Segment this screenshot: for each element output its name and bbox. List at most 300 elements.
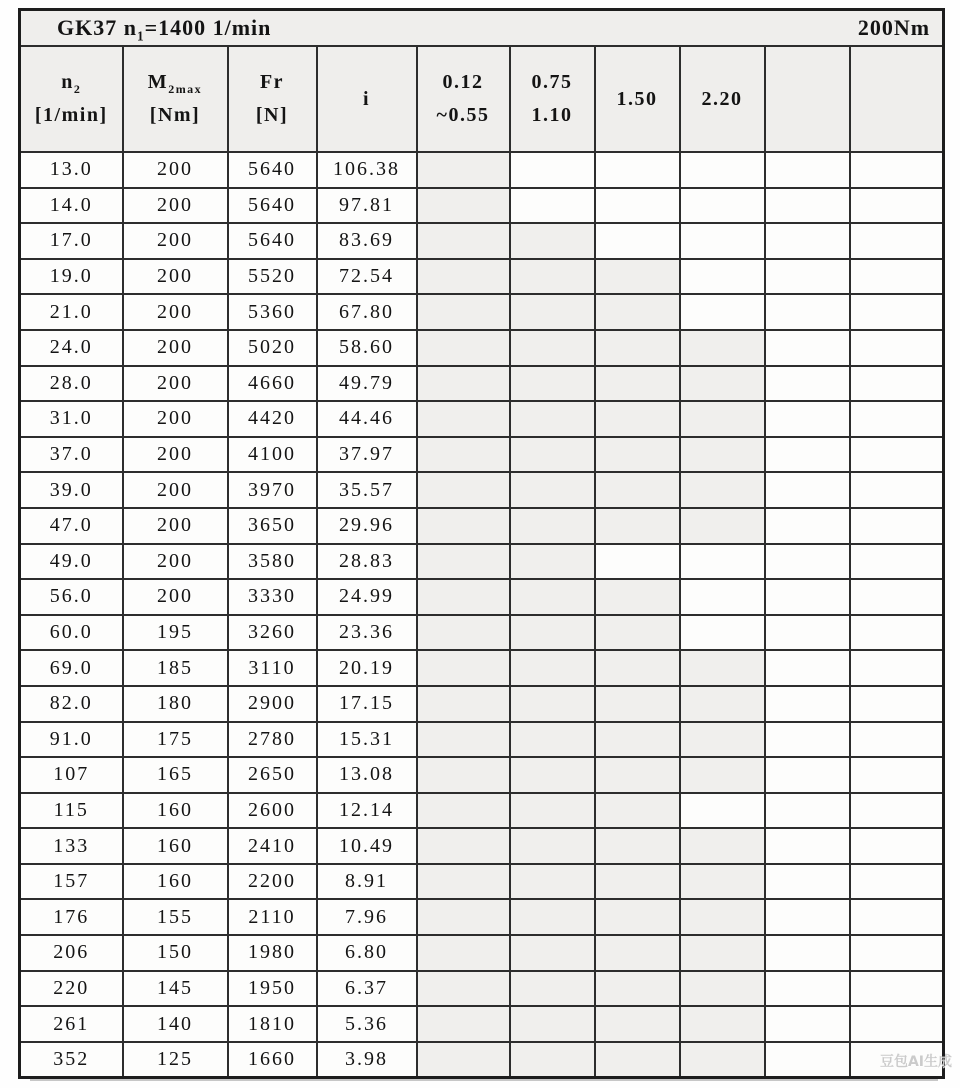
cell-power-range-2 <box>510 366 595 402</box>
cell-i: 23.36 <box>317 615 417 651</box>
cell-power-range-5 <box>765 579 850 615</box>
cell-fr: 3650 <box>228 508 317 544</box>
col-header-power-4: 2.20 <box>680 46 765 152</box>
cell-power-range-4 <box>680 686 765 722</box>
cell-power-range-4 <box>680 294 765 330</box>
cell-power-range-2 <box>510 508 595 544</box>
cell-power-range-4 <box>680 828 765 864</box>
table-row <box>20 401 944 437</box>
cell-power-range-4 <box>680 366 765 402</box>
col-header-power-6 <box>850 46 944 152</box>
col-header-power-2: 0.75 1.10 <box>510 46 595 152</box>
table-title-right: 200Nm <box>857 15 931 40</box>
cell-power-range-4 <box>680 544 765 580</box>
cell-n2: 352 <box>20 1042 123 1078</box>
cell-power-range-2 <box>510 188 595 224</box>
cell-power-range-4 <box>680 223 765 259</box>
cell-power-range-4 <box>680 401 765 437</box>
cell-m2max: 155 <box>123 899 228 935</box>
cell-n2: 39.0 <box>20 472 123 508</box>
table-row <box>20 437 944 473</box>
cell-i: 58.60 <box>317 330 417 366</box>
cell-power-range-6 <box>850 1006 944 1042</box>
cell-power-range-3 <box>595 615 680 651</box>
cell-m2max: 200 <box>123 188 228 224</box>
gearmotor-spec-table <box>18 8 945 1079</box>
cell-power-range-5 <box>765 544 850 580</box>
cell-n2: 56.0 <box>20 579 123 615</box>
cell-m2max: 200 <box>123 579 228 615</box>
cell-m2max: 200 <box>123 259 228 295</box>
cell-m2max: 200 <box>123 330 228 366</box>
cell-power-range-3 <box>595 971 680 1007</box>
cell-power-range-3 <box>595 899 680 935</box>
cell-power-range-3 <box>595 152 680 188</box>
table-row <box>20 472 944 508</box>
table-row <box>20 544 944 580</box>
table-title-left: GK37 $n_1=1400$ 1/min <box>57 15 272 44</box>
cell-power-range-1 <box>417 615 510 651</box>
table-title-cell <box>20 10 944 47</box>
cell-power-range-2 <box>510 615 595 651</box>
cell-power-range-3 <box>595 579 680 615</box>
cell-i: 12.14 <box>317 793 417 829</box>
cell-power-range-3 <box>595 544 680 580</box>
cell-power-range-6 <box>850 188 944 224</box>
cell-power-range-3 <box>595 686 680 722</box>
cell-power-range-6 <box>850 579 944 615</box>
cell-n2: 107 <box>20 757 123 793</box>
cell-power-range-5 <box>765 899 850 935</box>
cell-power-range-5 <box>765 366 850 402</box>
cell-i: 6.80 <box>317 935 417 971</box>
cell-n2: 49.0 <box>20 544 123 580</box>
table-header-row <box>20 46 944 152</box>
cell-power-range-2 <box>510 544 595 580</box>
cell-i: 24.99 <box>317 579 417 615</box>
cell-fr: 5640 <box>228 188 317 224</box>
table-row <box>20 152 944 188</box>
cell-n2: 133 <box>20 828 123 864</box>
cell-fr: 3330 <box>228 579 317 615</box>
cell-m2max: 160 <box>123 864 228 900</box>
cell-fr: 5520 <box>228 259 317 295</box>
cell-power-range-3 <box>595 508 680 544</box>
cell-n2: 206 <box>20 935 123 971</box>
cell-power-range-2 <box>510 152 595 188</box>
cell-n2: 261 <box>20 1006 123 1042</box>
cell-power-range-4 <box>680 508 765 544</box>
cell-power-range-6 <box>850 971 944 1007</box>
cell-n2: 60.0 <box>20 615 123 651</box>
cell-i: 8.91 <box>317 864 417 900</box>
cell-n2: 47.0 <box>20 508 123 544</box>
cell-m2max: 200 <box>123 401 228 437</box>
table-row <box>20 757 944 793</box>
cell-power-range-2 <box>510 401 595 437</box>
cell-i: 10.49 <box>317 828 417 864</box>
cell-power-range-6 <box>850 152 944 188</box>
cell-power-range-5 <box>765 188 850 224</box>
table-row <box>20 722 944 758</box>
table-row <box>20 294 944 330</box>
cell-power-range-6 <box>850 722 944 758</box>
cell-power-range-3 <box>595 722 680 758</box>
cell-power-range-4 <box>680 1006 765 1042</box>
cell-m2max: 160 <box>123 793 228 829</box>
cell-i: 13.08 <box>317 757 417 793</box>
cell-power-range-4 <box>680 935 765 971</box>
cell-m2max: 200 <box>123 472 228 508</box>
cell-power-range-4 <box>680 793 765 829</box>
table-row <box>20 828 944 864</box>
cell-m2max: 195 <box>123 615 228 651</box>
cell-i: 44.46 <box>317 401 417 437</box>
cell-fr: 1810 <box>228 1006 317 1042</box>
cell-power-range-1 <box>417 508 510 544</box>
cell-power-range-2 <box>510 330 595 366</box>
cell-power-range-2 <box>510 1042 595 1078</box>
cell-power-range-1 <box>417 1042 510 1078</box>
cell-power-range-4 <box>680 259 765 295</box>
cell-i: 6.37 <box>317 971 417 1007</box>
col-header-i: i <box>317 46 417 152</box>
cell-power-range-6 <box>850 686 944 722</box>
cell-power-range-3 <box>595 472 680 508</box>
cell-power-range-5 <box>765 401 850 437</box>
page-edge-line <box>30 1079 938 1081</box>
col-header-m2max: $M_{2max}$ [Nm] <box>123 46 228 152</box>
cell-power-range-3 <box>595 793 680 829</box>
cell-n2: 24.0 <box>20 330 123 366</box>
cell-power-range-1 <box>417 864 510 900</box>
table-row <box>20 1042 944 1078</box>
cell-fr: 5640 <box>228 152 317 188</box>
cell-power-range-5 <box>765 472 850 508</box>
cell-m2max: 160 <box>123 828 228 864</box>
table-row <box>20 223 944 259</box>
cell-power-range-3 <box>595 864 680 900</box>
table-row <box>20 259 944 295</box>
cell-power-range-1 <box>417 152 510 188</box>
cell-m2max: 200 <box>123 223 228 259</box>
cell-power-range-5 <box>765 971 850 1007</box>
cell-power-range-4 <box>680 330 765 366</box>
cell-power-range-2 <box>510 294 595 330</box>
cell-i: 67.80 <box>317 294 417 330</box>
cell-power-range-5 <box>765 650 850 686</box>
cell-i: 72.54 <box>317 259 417 295</box>
cell-power-range-2 <box>510 472 595 508</box>
table-row <box>20 1006 944 1042</box>
cell-power-range-6 <box>850 401 944 437</box>
cell-power-range-4 <box>680 188 765 224</box>
cell-power-range-3 <box>595 935 680 971</box>
table-row <box>20 864 944 900</box>
cell-fr: 3970 <box>228 472 317 508</box>
cell-power-range-4 <box>680 722 765 758</box>
table-row <box>20 579 944 615</box>
cell-m2max: 185 <box>123 650 228 686</box>
cell-power-range-5 <box>765 508 850 544</box>
cell-power-range-3 <box>595 294 680 330</box>
cell-power-range-1 <box>417 899 510 935</box>
cell-power-range-6 <box>850 899 944 935</box>
cell-n2: 31.0 <box>20 401 123 437</box>
cell-i: 3.98 <box>317 1042 417 1078</box>
cell-power-range-6 <box>850 544 944 580</box>
cell-power-range-2 <box>510 437 595 473</box>
cell-fr: 4420 <box>228 401 317 437</box>
cell-n2: 115 <box>20 793 123 829</box>
cell-power-range-5 <box>765 1042 850 1078</box>
cell-power-range-4 <box>680 899 765 935</box>
col-header-fr: Fr [N] <box>228 46 317 152</box>
cell-fr: 2780 <box>228 722 317 758</box>
cell-power-range-5 <box>765 152 850 188</box>
cell-fr: 3580 <box>228 544 317 580</box>
col-header-power-3: 1.50 <box>595 46 680 152</box>
cell-power-range-2 <box>510 259 595 295</box>
title-n-subscript: 1 <box>136 28 145 44</box>
cell-power-range-4 <box>680 650 765 686</box>
cell-power-range-6 <box>850 294 944 330</box>
cell-fr: 2110 <box>228 899 317 935</box>
cell-m2max: 200 <box>123 294 228 330</box>
cell-power-range-1 <box>417 401 510 437</box>
cell-m2max: 200 <box>123 152 228 188</box>
cell-power-range-4 <box>680 864 765 900</box>
cell-n2: 21.0 <box>20 294 123 330</box>
cell-power-range-2 <box>510 793 595 829</box>
cell-m2max: 200 <box>123 508 228 544</box>
cell-power-range-1 <box>417 1006 510 1042</box>
cell-fr: 4660 <box>228 366 317 402</box>
table-row <box>20 793 944 829</box>
cell-power-range-1 <box>417 472 510 508</box>
cell-power-range-2 <box>510 650 595 686</box>
cell-i: 17.15 <box>317 686 417 722</box>
cell-power-range-4 <box>680 615 765 651</box>
cell-power-range-1 <box>417 223 510 259</box>
cell-power-range-3 <box>595 188 680 224</box>
cell-power-range-2 <box>510 828 595 864</box>
cell-power-range-2 <box>510 1006 595 1042</box>
cell-power-range-2 <box>510 223 595 259</box>
cell-fr: 4100 <box>228 437 317 473</box>
cell-power-range-6 <box>850 330 944 366</box>
cell-power-range-5 <box>765 686 850 722</box>
cell-power-range-1 <box>417 579 510 615</box>
cell-power-range-3 <box>595 259 680 295</box>
cell-i: 29.96 <box>317 508 417 544</box>
cell-fr: 5360 <box>228 294 317 330</box>
cell-fr: 2600 <box>228 793 317 829</box>
table-row <box>20 971 944 1007</box>
cell-power-range-5 <box>765 935 850 971</box>
cell-power-range-6 <box>850 259 944 295</box>
cell-power-range-5 <box>765 259 850 295</box>
cell-fr: 2410 <box>228 828 317 864</box>
cell-n2: 91.0 <box>20 722 123 758</box>
cell-power-range-5 <box>765 437 850 473</box>
cell-power-range-6 <box>850 757 944 793</box>
cell-power-range-4 <box>680 971 765 1007</box>
cell-fr: 5640 <box>228 223 317 259</box>
cell-n2: 14.0 <box>20 188 123 224</box>
cell-n2: 220 <box>20 971 123 1007</box>
cell-power-range-3 <box>595 1042 680 1078</box>
cell-power-range-3 <box>595 828 680 864</box>
cell-power-range-6 <box>850 615 944 651</box>
cell-power-range-2 <box>510 722 595 758</box>
cell-m2max: 180 <box>123 686 228 722</box>
cell-m2max: 145 <box>123 971 228 1007</box>
cell-power-range-1 <box>417 650 510 686</box>
cell-power-range-6 <box>850 793 944 829</box>
cell-power-range-2 <box>510 686 595 722</box>
cell-power-range-4 <box>680 472 765 508</box>
cell-fr: 2200 <box>228 864 317 900</box>
cell-n2: 13.0 <box>20 152 123 188</box>
cell-power-range-1 <box>417 828 510 864</box>
cell-power-range-1 <box>417 544 510 580</box>
cell-power-range-2 <box>510 579 595 615</box>
table-row <box>20 188 944 224</box>
cell-m2max: 200 <box>123 437 228 473</box>
cell-fr: 1950 <box>228 971 317 1007</box>
cell-fr: 1980 <box>228 935 317 971</box>
cell-m2max: 200 <box>123 366 228 402</box>
table-row <box>20 508 944 544</box>
col-header-power-1: 0.12 ~0.55 <box>417 46 510 152</box>
cell-m2max: 165 <box>123 757 228 793</box>
cell-i: 20.19 <box>317 650 417 686</box>
cell-power-range-5 <box>765 793 850 829</box>
cell-power-range-5 <box>765 828 850 864</box>
cell-i: 37.97 <box>317 437 417 473</box>
cell-fr: 2650 <box>228 757 317 793</box>
cell-power-range-5 <box>765 294 850 330</box>
cell-i: 7.96 <box>317 899 417 935</box>
cell-power-range-1 <box>417 722 510 758</box>
cell-power-range-6 <box>850 828 944 864</box>
cell-power-range-1 <box>417 330 510 366</box>
cell-power-range-3 <box>595 330 680 366</box>
cell-power-range-6 <box>850 223 944 259</box>
cell-power-range-3 <box>595 223 680 259</box>
cell-power-range-4 <box>680 152 765 188</box>
cell-fr: 1660 <box>228 1042 317 1078</box>
cell-m2max: 125 <box>123 1042 228 1078</box>
cell-power-range-3 <box>595 650 680 686</box>
cell-power-range-1 <box>417 294 510 330</box>
cell-power-range-3 <box>595 366 680 402</box>
col-header-power-5 <box>765 46 850 152</box>
cell-power-range-1 <box>417 686 510 722</box>
cell-power-range-3 <box>595 437 680 473</box>
cell-m2max: 200 <box>123 544 228 580</box>
cell-n2: 176 <box>20 899 123 935</box>
cell-power-range-1 <box>417 366 510 402</box>
cell-power-range-3 <box>595 401 680 437</box>
cell-power-range-6 <box>850 437 944 473</box>
cell-fr: 2900 <box>228 686 317 722</box>
table-title-row <box>20 10 944 47</box>
cell-n2: 37.0 <box>20 437 123 473</box>
cell-power-range-4 <box>680 437 765 473</box>
cell-power-range-6 <box>850 472 944 508</box>
table-row <box>20 686 944 722</box>
cell-power-range-2 <box>510 935 595 971</box>
cell-n2: 69.0 <box>20 650 123 686</box>
cell-fr: 3260 <box>228 615 317 651</box>
table-row <box>20 935 944 971</box>
cell-power-range-1 <box>417 437 510 473</box>
table-row <box>20 650 944 686</box>
cell-n2: 82.0 <box>20 686 123 722</box>
cell-n2: 28.0 <box>20 366 123 402</box>
cell-n2: 17.0 <box>20 223 123 259</box>
cell-i: 15.31 <box>317 722 417 758</box>
cell-power-range-1 <box>417 935 510 971</box>
cell-power-range-5 <box>765 722 850 758</box>
cell-m2max: 150 <box>123 935 228 971</box>
cell-n2: 157 <box>20 864 123 900</box>
cell-power-range-1 <box>417 757 510 793</box>
cell-power-range-5 <box>765 615 850 651</box>
cell-i: 28.83 <box>317 544 417 580</box>
cell-power-range-5 <box>765 757 850 793</box>
cell-power-range-6 <box>850 508 944 544</box>
cell-i: 5.36 <box>317 1006 417 1042</box>
table-row <box>20 366 944 402</box>
col-header-n2: $n_2$ [1/min] <box>20 46 123 152</box>
table-row <box>20 330 944 366</box>
table-body <box>20 152 944 1078</box>
cell-power-range-4 <box>680 1042 765 1078</box>
cell-power-range-5 <box>765 330 850 366</box>
cell-i: 49.79 <box>317 366 417 402</box>
cell-power-range-4 <box>680 579 765 615</box>
table-row <box>20 899 944 935</box>
cell-power-range-5 <box>765 1006 850 1042</box>
cell-power-range-6 <box>850 935 944 971</box>
cell-i: 97.81 <box>317 188 417 224</box>
cell-power-range-5 <box>765 864 850 900</box>
cell-i: 83.69 <box>317 223 417 259</box>
cell-m2max: 175 <box>123 722 228 758</box>
cell-power-range-4 <box>680 757 765 793</box>
cell-i: 35.57 <box>317 472 417 508</box>
cell-power-range-2 <box>510 864 595 900</box>
cell-fr: 5020 <box>228 330 317 366</box>
cell-power-range-3 <box>595 757 680 793</box>
cell-power-range-3 <box>595 1006 680 1042</box>
cell-i: 106.38 <box>317 152 417 188</box>
cell-power-range-6 <box>850 366 944 402</box>
cell-power-range-6 <box>850 650 944 686</box>
cell-n2: 19.0 <box>20 259 123 295</box>
cell-power-range-2 <box>510 757 595 793</box>
cell-power-range-6 <box>850 864 944 900</box>
cell-power-range-1 <box>417 188 510 224</box>
cell-power-range-2 <box>510 971 595 1007</box>
cell-power-range-1 <box>417 971 510 1007</box>
cell-m2max: 140 <box>123 1006 228 1042</box>
table-row <box>20 615 944 651</box>
watermark: 豆包AI生成 <box>879 1054 952 1070</box>
